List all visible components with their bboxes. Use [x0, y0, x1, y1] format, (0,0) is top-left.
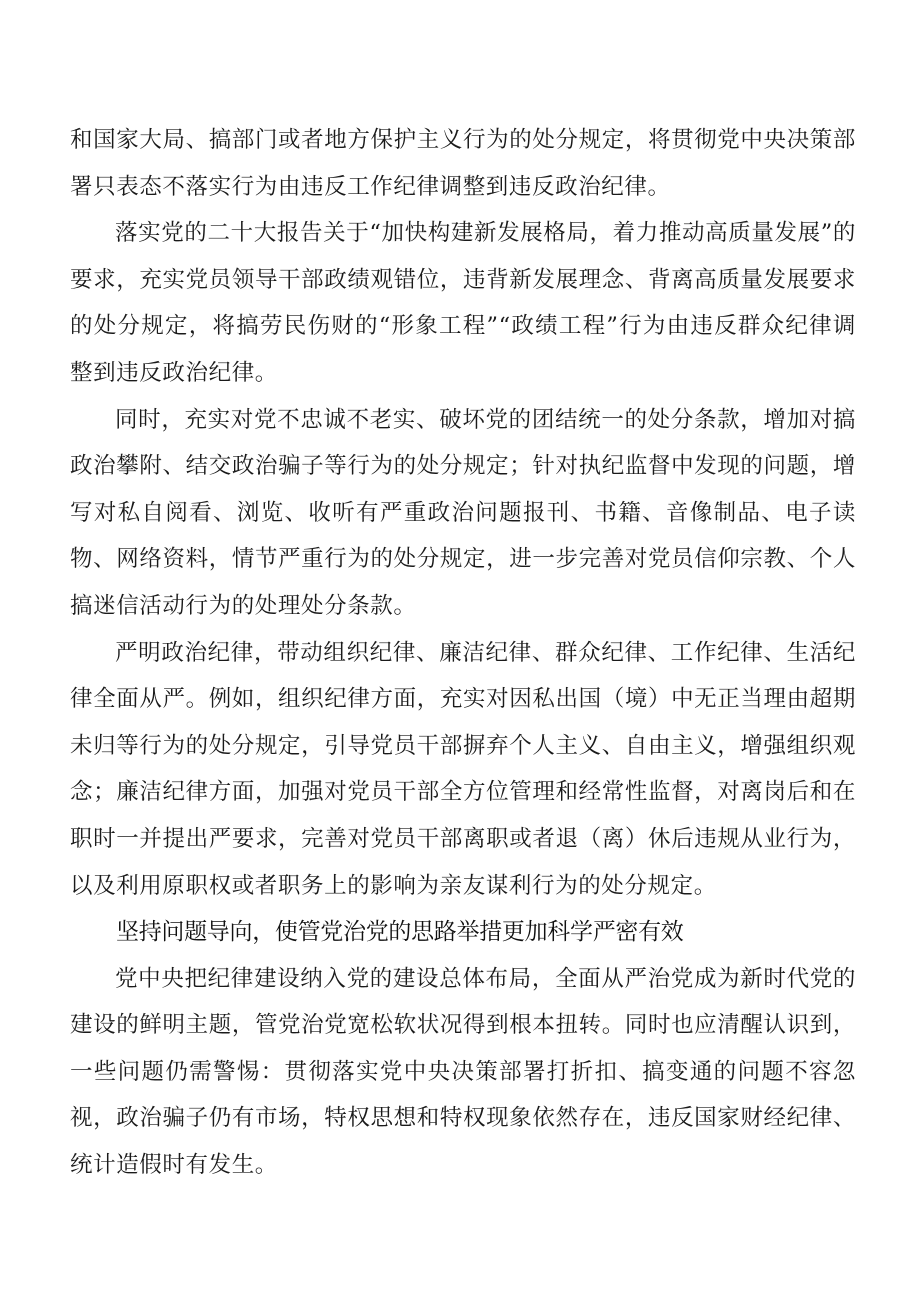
paragraph-2: 落实党的二十大报告关于“加快构建新发展格局，着力推动高质量发展”的要求，充实党员领导干部政绩观错位，违背新发展理念、背离高质量发展要求的处分规定，将搞劳民伤财的“形象工程”“政绩工程”行为由违反群众纪律调整到违反政治纪律。 [70, 220, 856, 386]
paragraph-1: 和国家大局、搞部门或者地方保护主义行为的处分规定，将贯彻党中央决策部署只表态不落实行为由违反工作纪律调整到违反政治纪律。 [70, 127, 856, 200]
paragraph-5: 党中央把纪律建设纳入党的建设总体布局，全面从严治党成为新时代党的建设的鲜明主题，管党治党宽松软状况得到根本扭转。同时也应清醒认识到，一些问题仍需警惕：贯彻落实党中央决策部署打折扣、搞变通的问题不容忽视，政治骗子仍有市场，特权思想和特权现象依然存在，违反国家财经纪律、统计造假时有发生。 [70, 965, 856, 1179]
paragraph-3: 同时，充实对党不忠诚不老实、破坏党的团结统一的处分条款，增加对搞政治攀附、结交政治骗子等行为的处分规定；针对执纪监督中发现的问题，增写对私自阅看、浏览、收听有严重政治问题报刊、书籍、音像制品、电子读物、网络资料，情节严重行为的处分规定，进一步完善对党员信仰宗教、个人搞迷信活动行为的处理处分条款。 [70, 406, 856, 619]
document-body [70, 117, 856, 1189]
section-heading: 坚持问题导向，使管党治党的思路举措更加科学严密有效 [116, 919, 684, 946]
paragraph-4: 严明政治纪律，带动组织纪律、廉洁纪律、群众纪律、工作纪律、生活纪律全面从严。例如，组织纪律方面，充实对因私出国（境）中无正当理由超期未归等行为的处分规定，引导党员干部摒弃个人主义、自由主义，增强组织观念；廉洁纪律方面，加强对党员干部全方位管理和经常性监督，对离岗后和在职时一并提出严要求，完善对党员干部离职或者退（离）休后违规从业行为，以及利用原职权或者职务上的影响为亲友谋利行为的处分规定。 [70, 639, 856, 899]
